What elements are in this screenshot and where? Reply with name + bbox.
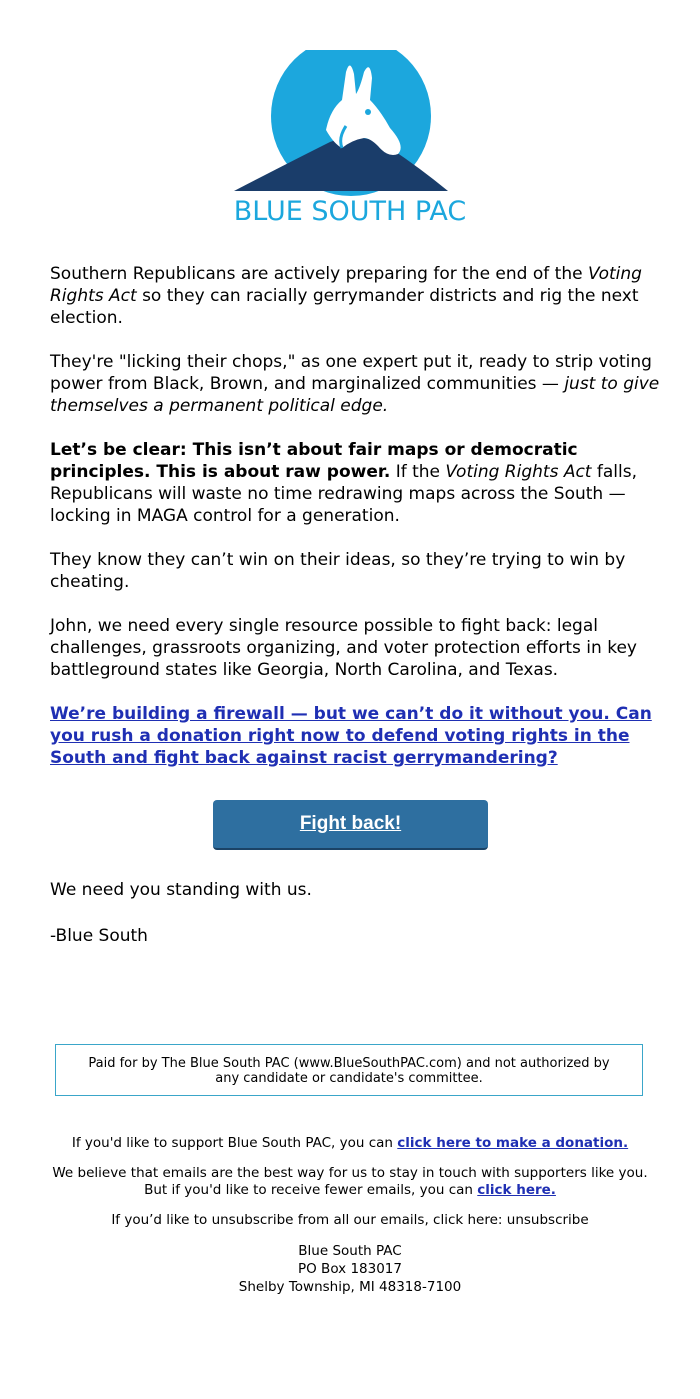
- signature: -Blue South: [50, 926, 148, 946]
- paragraph-4: They know they can’t win on their ideas, so they’re trying to win by cheating.: [50, 550, 626, 592]
- paragraph-5: John, we need every single resource possible to fight back: legal challenges, grassroots organizing, and voter protection efforts in key battleground states like Georgia, North Carolina, and Texas.: [50, 616, 637, 680]
- address-name: Blue South PAC: [298, 1243, 402, 1259]
- fewer-emails-line: We believe that emails are the best way for us to stay in touch with supporters like you. But if you'd like to receive fewer emails, you can click here.: [52, 1165, 648, 1198]
- mailing-address: [50, 1242, 650, 1296]
- address-line-1: PO Box 183017: [298, 1261, 402, 1277]
- donate-line: If you'd like to support Blue South PAC, you can click here to make a donation.: [71, 1135, 629, 1151]
- donation-link[interactable]: click here to make a donation.: [397, 1135, 629, 1151]
- paid-for-disclaimer: Paid for by The Blue South PAC (www.BlueSouthPAC.com) and not authorized by any candidate or candidate's committee.: [55, 1044, 643, 1096]
- closing-line: We need you standing with us.: [50, 880, 312, 900]
- unsubscribe-link[interactable]: unsubscribe: [506, 1212, 589, 1228]
- closing: [50, 879, 660, 971]
- footer: [50, 1135, 650, 1296]
- fewer-emails-link[interactable]: click here.: [477, 1182, 556, 1198]
- fight-back-button[interactable]: Fight back!: [213, 800, 488, 850]
- donate-cta-link[interactable]: We’re building a firewall — but we can’t do it without you. Can you rush a donation right now to defend voting rights in the South and fight back against racist gerrymandering?: [50, 704, 652, 768]
- paragraph-2: They're "licking their chops," as one expert put it, ready to strip voting power from Black, Brown, and marginalized communities — just to give themselves a permanent political edge.: [50, 352, 660, 416]
- paragraph-3: Let’s be clear: This isn’t about fair maps or democratic principles. This is about raw power. If the Voting Rights Act falls, Republicans will waste no time redrawing maps across the South — locking in MAGA control for a generation.: [50, 440, 637, 526]
- button-container: [213, 800, 488, 850]
- unsubscribe-line: If you’d like to unsubscribe from all our emails, click here: unsubscribe: [111, 1212, 589, 1228]
- address-line-2: Shelby Township, MI 48318-7100: [238, 1279, 462, 1295]
- logo: [0, 50, 700, 230]
- cta-paragraph: [50, 703, 660, 769]
- logo-text: BLUE SOUTH PAC: [233, 196, 467, 227]
- paragraph-1: Southern Republicans are actively preparing for the end of the Voting Rights Act so they can racially gerrymander districts and rig the next election.: [50, 264, 642, 328]
- email-body: [50, 263, 660, 769]
